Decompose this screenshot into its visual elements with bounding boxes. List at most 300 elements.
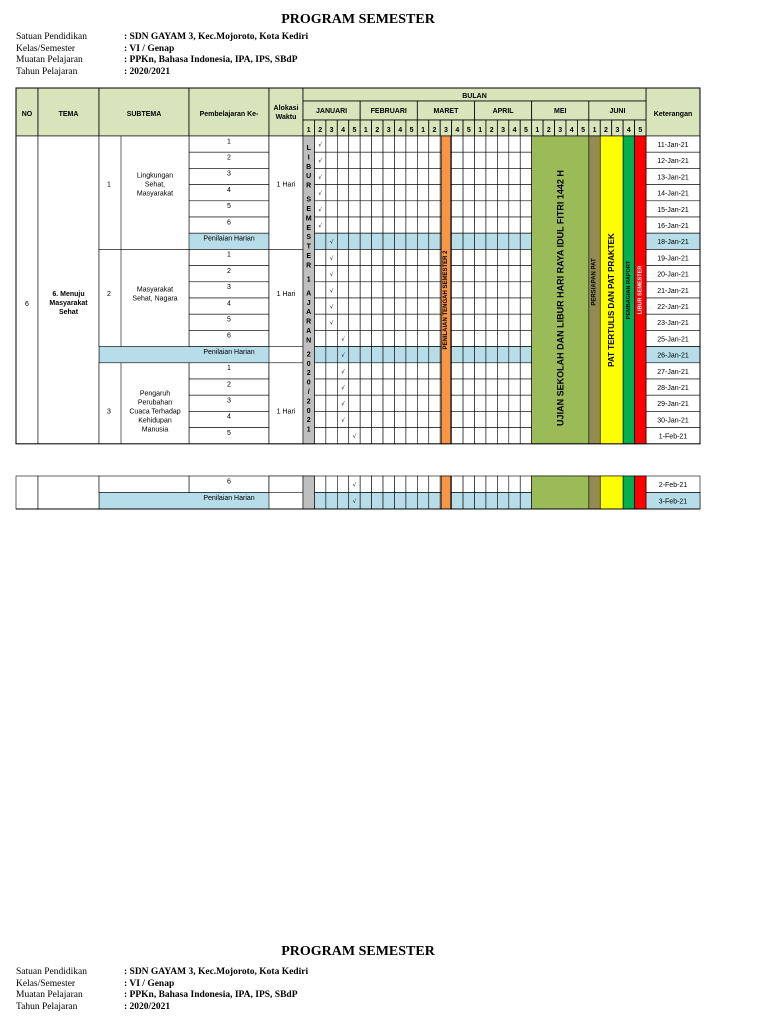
week-cell — [406, 282, 417, 298]
merged-column — [38, 476, 99, 509]
week-cell — [394, 314, 405, 330]
week-number: 3 — [386, 127, 391, 134]
week-cell — [417, 152, 428, 168]
week-cell — [463, 379, 474, 395]
week-number: 1 — [363, 127, 368, 134]
week-number: 4 — [569, 127, 574, 134]
week-cell — [326, 476, 337, 493]
week-cell — [509, 249, 520, 265]
date-value: 2-Feb-21 — [658, 482, 688, 490]
check-mark: √ — [329, 304, 334, 311]
week-cell — [475, 185, 486, 201]
week-cell — [463, 282, 474, 298]
week-number: 5 — [466, 127, 471, 134]
week-cell — [417, 282, 428, 298]
subtema-name: Cuaca Terhadap — [129, 408, 181, 416]
persiapan-band-label: PERSIAPAN PAT — [591, 258, 598, 306]
week-cell — [486, 363, 497, 379]
week-cell — [394, 298, 405, 314]
week-cell — [520, 411, 531, 427]
week-cell — [509, 347, 520, 363]
week-cell — [475, 168, 486, 184]
check-mark: √ — [318, 174, 322, 181]
week-cell — [429, 379, 440, 395]
penilaian-label: Penilaian Harian — [203, 235, 255, 243]
week-cell — [349, 347, 360, 363]
header-tema: TEMA — [58, 111, 79, 118]
week-cell — [326, 152, 337, 168]
check-mark: √ — [318, 223, 322, 230]
week-cell — [452, 185, 463, 201]
week-cell — [360, 411, 371, 427]
week-cell — [372, 363, 383, 379]
week-cell — [360, 298, 371, 314]
week-cell — [326, 168, 337, 184]
week-cell — [417, 249, 428, 265]
week-cell — [326, 347, 337, 363]
week-cell — [349, 330, 360, 346]
week-cell — [475, 233, 486, 249]
week-cell — [394, 395, 405, 411]
week-number: 1 — [306, 127, 311, 134]
week-cell — [475, 493, 486, 510]
week-cell — [509, 136, 520, 152]
date-value: 20-Jan-21 — [657, 271, 689, 279]
week-cell — [452, 411, 463, 427]
pat-band-label: PAT TERTULIS DAN PAT PRAKTEK — [607, 233, 617, 367]
week-cell — [372, 314, 383, 330]
week-cell — [372, 428, 383, 444]
check-mark: √ — [318, 191, 322, 198]
week-cell — [463, 233, 474, 249]
week-cell — [383, 233, 394, 249]
week-cell — [486, 168, 497, 184]
week-cell — [372, 152, 383, 168]
week-cell — [337, 136, 348, 152]
week-cell — [394, 493, 405, 510]
libur-band-label: LIBUR SEMESTER — [637, 265, 644, 315]
week-cell — [509, 168, 520, 184]
info-row-muatan — [16, 990, 308, 1002]
week-cell — [486, 493, 497, 510]
week-cell — [463, 395, 474, 411]
week-number: 2 — [489, 127, 494, 134]
tema-number: 6 — [25, 301, 29, 308]
month-label: JANUARI — [316, 108, 348, 115]
libur-semester-stacked-label: L I B U R S E M E S T E R 1 A J A R A N 2 0 2 0 / 2 0 2 1 — [305, 145, 312, 434]
week-cell — [509, 217, 520, 233]
pembelajaran-number: 6 — [227, 478, 231, 486]
week-cell — [337, 201, 348, 217]
check-mark: √ — [341, 369, 345, 376]
subtema-name: Masyarakat — [136, 190, 174, 198]
week-cell — [509, 282, 520, 298]
week-cell — [475, 217, 486, 233]
subtema-name: Perubahan — [137, 399, 173, 407]
penilaian-label: Penilaian Harian — [203, 494, 255, 502]
header-bulan: BULAN — [462, 93, 487, 100]
alokasi-cell — [269, 136, 303, 249]
week-cell — [520, 233, 531, 249]
week-cell — [314, 493, 325, 510]
week-cell — [314, 379, 325, 395]
week-cell — [429, 282, 440, 298]
week-cell — [509, 379, 520, 395]
week-number: 4 — [455, 127, 460, 134]
week-number: 4 — [626, 127, 631, 134]
week-cell — [475, 363, 486, 379]
week-cell — [520, 217, 531, 233]
week-cell — [463, 152, 474, 168]
week-cell — [452, 493, 463, 510]
week-cell — [360, 217, 371, 233]
week-cell — [337, 249, 348, 265]
week-cell — [326, 330, 337, 346]
week-cell — [520, 185, 531, 201]
week-cell — [337, 314, 348, 330]
week-cell — [349, 395, 360, 411]
week-cell — [497, 152, 508, 168]
week-cell — [372, 476, 383, 493]
check-mark: √ — [318, 207, 322, 214]
week-cell — [406, 185, 417, 201]
week-cell — [417, 395, 428, 411]
check-mark: √ — [341, 401, 345, 408]
week-cell — [417, 314, 428, 330]
tema-name: Sehat — [58, 309, 79, 316]
week-cell — [372, 493, 383, 510]
week-cell — [394, 282, 405, 298]
page-title: PROGRAM SEMESTER — [281, 12, 435, 27]
week-cell — [486, 282, 497, 298]
week-cell — [337, 428, 348, 444]
week-cell — [509, 395, 520, 411]
week-cell — [463, 347, 474, 363]
week-cell — [429, 298, 440, 314]
date-value: 13-Jan-21 — [657, 174, 689, 182]
week-cell — [326, 395, 337, 411]
week-cell — [520, 347, 531, 363]
week-number: 1 — [592, 127, 597, 134]
pembelajaran-number: 3 — [227, 397, 231, 405]
school-info-2 — [16, 967, 308, 1013]
week-cell — [394, 136, 405, 152]
week-cell — [383, 411, 394, 427]
week-cell — [452, 233, 463, 249]
week-cell — [463, 185, 474, 201]
week-cell — [383, 136, 394, 152]
check-mark: √ — [341, 417, 345, 424]
week-cell — [452, 136, 463, 152]
date-value: 26-Jan-21 — [657, 352, 689, 360]
week-cell — [520, 249, 531, 265]
week-cell — [349, 217, 360, 233]
week-number: 3 — [558, 127, 563, 134]
week-number: 2 — [604, 127, 608, 134]
week-cell — [475, 411, 486, 427]
week-cell — [497, 314, 508, 330]
week-cell — [406, 395, 417, 411]
week-cell — [360, 330, 371, 346]
week-cell — [452, 249, 463, 265]
week-cell — [452, 314, 463, 330]
persiapan-pat-band — [589, 476, 600, 509]
week-cell — [417, 136, 428, 152]
week-cell — [520, 476, 531, 493]
week-cell — [520, 282, 531, 298]
week-cell — [475, 347, 486, 363]
week-cell — [314, 282, 325, 298]
check-mark: √ — [341, 385, 345, 392]
week-cell — [383, 314, 394, 330]
week-cell — [475, 282, 486, 298]
week-cell — [475, 476, 486, 493]
week-cell — [417, 330, 428, 346]
week-number: 5 — [581, 127, 586, 134]
month-label: JUNI — [609, 108, 626, 115]
pembelajaran-number: 5 — [227, 203, 231, 211]
rapor-band-label: PEMBAGIAN RAPORT — [625, 260, 632, 320]
week-cell — [326, 201, 337, 217]
week-cell — [452, 152, 463, 168]
ujian-sekolah-band — [532, 476, 589, 509]
week-cell — [326, 136, 337, 152]
pembelajaran-number: 3 — [227, 284, 231, 292]
alokasi-cell — [269, 476, 303, 493]
week-cell — [463, 476, 474, 493]
week-number: 4 — [341, 127, 345, 134]
date-value: 14-Jan-21 — [657, 190, 689, 198]
week-cell — [394, 428, 405, 444]
info-value: : SDN GAYAM 3, Kec.Mojoroto, Kota Kediri — [124, 967, 309, 977]
week-cell — [417, 493, 428, 510]
week-cell — [406, 217, 417, 233]
week-number: 4 — [512, 127, 517, 134]
check-mark: √ — [329, 272, 334, 279]
week-number: 5 — [352, 127, 357, 134]
week-cell — [509, 314, 520, 330]
week-cell — [349, 201, 360, 217]
week-cell — [372, 379, 383, 395]
week-cell — [406, 330, 417, 346]
week-cell — [520, 168, 531, 184]
alokasi-value: 1 Hari — [276, 408, 296, 416]
week-cell — [486, 298, 497, 314]
week-cell — [314, 363, 325, 379]
date-value: 18-Jan-21 — [657, 239, 689, 247]
week-cell — [497, 298, 508, 314]
week-cell — [394, 379, 405, 395]
info-value: : VI / Genap — [124, 978, 175, 989]
week-cell — [452, 395, 463, 411]
week-cell — [337, 476, 348, 493]
week-cell — [314, 233, 325, 249]
pembelajaran-number: 4 — [227, 413, 231, 421]
week-cell — [520, 428, 531, 444]
week-cell — [349, 233, 360, 249]
week-cell — [360, 476, 371, 493]
libur-semester-end-band — [635, 476, 646, 509]
info-label: Tahun Pelajaran — [16, 66, 78, 77]
date-value: 22-Jan-21 — [657, 304, 689, 312]
pembelajaran-number: 2 — [227, 154, 231, 162]
week-cell — [372, 217, 383, 233]
week-cell — [383, 168, 394, 184]
week-cell — [372, 249, 383, 265]
week-cell — [406, 314, 417, 330]
week-cell — [360, 249, 371, 265]
week-cell — [349, 314, 360, 330]
week-cell — [406, 379, 417, 395]
week-cell — [394, 217, 405, 233]
week-cell — [486, 185, 497, 201]
week-cell — [360, 282, 371, 298]
check-mark: √ — [352, 499, 357, 506]
week-cell — [406, 249, 417, 265]
week-cell — [475, 249, 486, 265]
week-cell — [452, 428, 463, 444]
week-cell — [429, 168, 440, 184]
week-cell — [394, 249, 405, 265]
week-cell — [497, 411, 508, 427]
week-cell — [337, 493, 348, 510]
date-value: 25-Jan-21 — [657, 336, 689, 344]
subtema-number: 1 — [107, 181, 111, 189]
week-cell — [417, 411, 428, 427]
week-cell — [417, 379, 428, 395]
week-cell — [383, 395, 394, 411]
week-cell — [372, 233, 383, 249]
week-cell — [509, 363, 520, 379]
week-cell — [314, 330, 325, 346]
week-number: 5 — [638, 127, 643, 134]
week-cell — [406, 266, 417, 282]
pembelajaran-number: 4 — [227, 186, 231, 194]
week-cell — [497, 493, 508, 510]
header-alokasi: Alokasi — [273, 105, 299, 112]
week-cell — [429, 347, 440, 363]
week-cell — [326, 185, 337, 201]
week-cell — [452, 201, 463, 217]
week-cell — [486, 411, 497, 427]
header-subtema: SUBTEMA — [126, 111, 162, 118]
week-cell — [349, 363, 360, 379]
week-cell — [509, 493, 520, 510]
week-cell — [406, 411, 417, 427]
week-cell — [337, 298, 348, 314]
info-value: : SDN GAYAM 3, Kec.Mojoroto, Kota Kediri — [124, 32, 309, 42]
alokasi-cell — [269, 363, 303, 444]
week-number: 2 — [546, 127, 551, 134]
week-cell — [326, 363, 337, 379]
week-cell — [383, 152, 394, 168]
week-cell — [509, 476, 520, 493]
subtema-number: 2 — [107, 290, 111, 298]
week-cell — [429, 185, 440, 201]
week-cell — [360, 347, 371, 363]
week-cell — [497, 363, 508, 379]
week-cell — [314, 395, 325, 411]
check-mark: √ — [352, 434, 357, 441]
header-cell — [269, 88, 303, 136]
week-cell — [475, 428, 486, 444]
week-cell — [429, 411, 440, 427]
date-value: 1-Feb-21 — [658, 433, 688, 441]
week-cell — [509, 266, 520, 282]
week-cell — [406, 428, 417, 444]
week-number: 1 — [421, 127, 426, 134]
week-cell — [463, 298, 474, 314]
header-pembelajaran: Pembelajaran Ke- — [199, 111, 259, 118]
week-cell — [463, 249, 474, 265]
week-cell — [383, 201, 394, 217]
week-cell — [475, 136, 486, 152]
week-cell — [417, 233, 428, 249]
week-cell — [497, 185, 508, 201]
tema-name: 6. Menuju — [52, 291, 85, 298]
week-cell — [497, 379, 508, 395]
week-cell — [486, 330, 497, 346]
week-cell — [383, 347, 394, 363]
week-cell — [429, 493, 440, 510]
pat-band — [600, 476, 623, 509]
week-cell — [497, 201, 508, 217]
week-number: 3 — [501, 127, 506, 134]
week-cell — [360, 428, 371, 444]
week-cell — [360, 201, 371, 217]
week-cell — [429, 476, 440, 493]
week-cell — [383, 363, 394, 379]
week-cell — [497, 233, 508, 249]
week-cell — [372, 395, 383, 411]
week-cell — [394, 363, 405, 379]
merged-column — [16, 136, 38, 444]
week-cell — [360, 395, 371, 411]
pembelajaran-number: 1 — [227, 138, 231, 146]
pembelajaran-number: 4 — [227, 300, 231, 308]
month-label: FEBRUARI — [370, 108, 407, 115]
date-value: 30-Jan-21 — [657, 417, 689, 425]
week-cell — [486, 314, 497, 330]
week-cell — [463, 168, 474, 184]
week-cell — [383, 298, 394, 314]
week-cell — [463, 217, 474, 233]
week-cell — [520, 395, 531, 411]
date-value: 23-Jan-21 — [657, 320, 689, 328]
week-cell — [360, 379, 371, 395]
subtema-name: Manusia — [141, 426, 169, 434]
week-cell — [360, 185, 371, 201]
ujian-band-label: UJIAN SEKOLAH DAN LIBUR HARI RAYA IDUL FITRI 1442 H — [555, 170, 566, 426]
week-cell — [429, 217, 440, 233]
libur-semester-band — [303, 476, 314, 509]
week-cell — [349, 152, 360, 168]
week-cell — [360, 314, 371, 330]
alokasi-value: 1 Hari — [276, 181, 296, 189]
week-cell — [394, 201, 405, 217]
header-keterangan: Keterangan — [653, 111, 693, 118]
week-cell — [349, 411, 360, 427]
week-cell — [486, 217, 497, 233]
week-cell — [337, 266, 348, 282]
week-number: 4 — [398, 127, 403, 134]
week-cell — [475, 266, 486, 282]
pembelajaran-number: 3 — [227, 170, 231, 178]
week-cell — [497, 136, 508, 152]
week-cell — [486, 395, 497, 411]
week-cell — [429, 314, 440, 330]
week-cell — [497, 266, 508, 282]
